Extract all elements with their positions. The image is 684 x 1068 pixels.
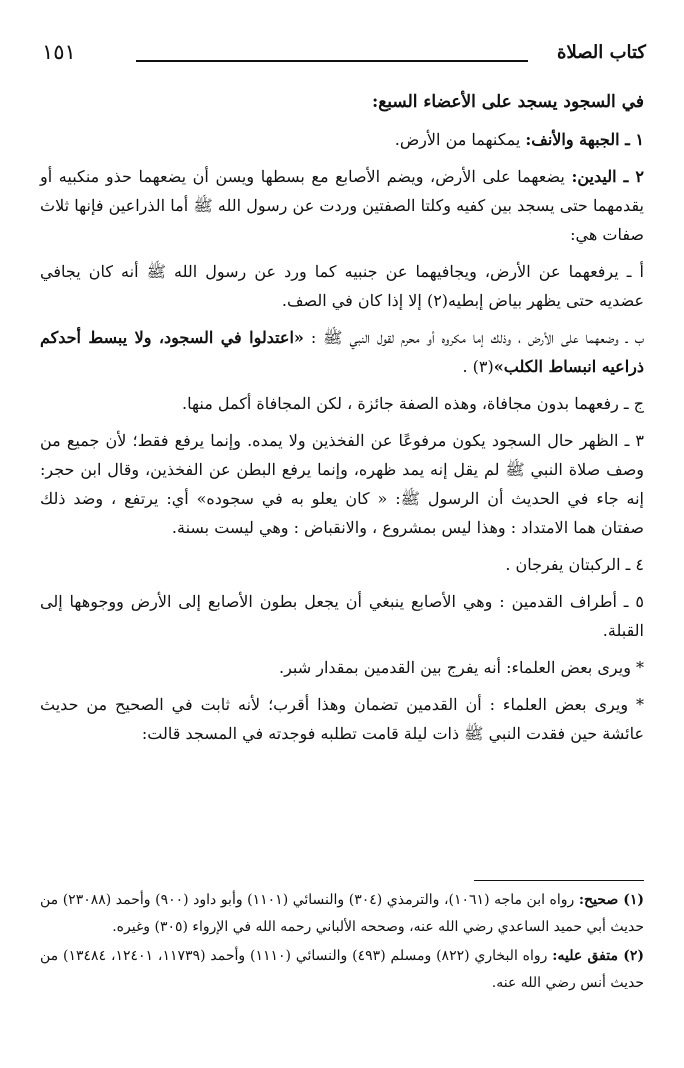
paragraph-note-2: * ويرى بعض العلماء : أن القدمين تضمان وهذا أقرب؛ لأنه ثابت في الصحيح من حديث عائشة حين فقدت النبي ﷺ ذات ليلة قامت تطلبه فوجدته في المسجد قالت: [40,695,644,743]
paragraph-item-2b [40,323,644,381]
paragraph-item-2c: ج ـ رفعهما بدون مجافاة، وهذه الصفة جائزة ، لكن المجافاة أكمل منها. [182,394,644,413]
footnote-rule [474,880,644,881]
paragraph-item-2 [40,162,644,249]
header-rule [136,60,528,62]
paragraph-item-5: ٥ ـ أطراف القدمين : وهي الأصابع ينبغي أن يجعل بطون الأصابع إلى الأرض ووجوهها إلى القبلة. [40,592,644,640]
main-text [40,88,644,756]
paragraph-item-1 [40,125,644,154]
paragraph-item-2a: أ ـ يرفعهما عن الأرض، ويجافيهما عن جنبيه كما ورد عن رسول الله ﷺ أنه كان يجافي عضديه حتى يظهر بياض إبطيه(٢) إلا إذا كان في الصف. [40,262,644,310]
page-number: ١٥١ [42,40,76,64]
item-1-label: ١ ـ الجبهة والأنف: [525,130,644,149]
page-header [38,40,646,70]
paragraph-item-4: ٤ ـ الركبتان يفرجان . [505,555,644,574]
paragraph-note-1: * ويرى بعض العلماء: أنه يفرج بين القدمين بمقدار شبر. [279,658,644,677]
paragraph-item-3: ٣ ـ الظهر حال السجود يكون مرفوعًا عن الفخذين ولا يمده. وإنما يرفع فقط؛ لأن جميع من وصف صلاة النبي ﷺ لم يقل إنه يمد ظهره، وإنما يرفع البطن عن الفخذين، وقال ابن حجر: إنه جاء في الحديث أن الرسول ﷺ: « كان يعلو به في سجوده» أي: يرتفع ، وضد ذلك صفتان هما الامتداد : وهذا ليس بمشروع ، والانقباض : وهي ليست بسنة. [40,431,644,537]
item-2b-text: ب ـ وضعهما على الأرض ، وذلك إما مكروه أو محرم لقول النبي ﷺ : [303,328,644,347]
section-heading: في السجود يسجد على الأعضاء السبع: [371,92,644,112]
book-title: كتاب الصلاة [557,42,646,63]
footnotes [40,880,644,999]
footnote-1-label: (١) صحيح: [578,892,644,908]
footnote-1-text: رواه ابن ماجه (١٠٦١)، والترمذي (٣٠٤) والنسائي (١١٠١) وأبو داود (٩٠٠) وأحمد (٢٣٠٨٨) من حديث أبي حميد الساعدي رضي الله عنه، وصححه الألباني رحمه الله في الإرواء (٣٠٥) وغيره. [40,892,644,935]
footnote-2 [40,943,644,997]
item-2b-note: (٣) . [462,357,494,376]
footnote-2-text: رواه البخاري (٨٢٢) ومسلم (٤٩٣) والنسائي (١١١٠) وأحمد (١١٧٣٩، ١٢٤٠١، ١٣٤٨٤) من حديث أنس رضي الله عنه. [40,948,644,991]
item-2-text: يضعهما على الأرض، ويضم الأصابع مع بسطها ويسن أن يضعهما حذو منكبيه أو يقدمهما حتى يسجد بين كفيه وكلتا الصفتين وردت عن رسول الله ﷺ أما الذراعين فإنها ثلاث صفات هي: [40,167,644,244]
footnote-1 [40,887,644,941]
item-2-label: ٢ ـ اليدين: [571,167,644,186]
item-2b-quote: «اعتدلوا في السجود، ولا يبسط أحدكم ذراعيه انبساط الكلب» [40,328,644,376]
item-1-text: يمكنهما من الأرض. [394,130,526,149]
footnote-2-label: (٢) متفق عليه: [552,948,645,964]
